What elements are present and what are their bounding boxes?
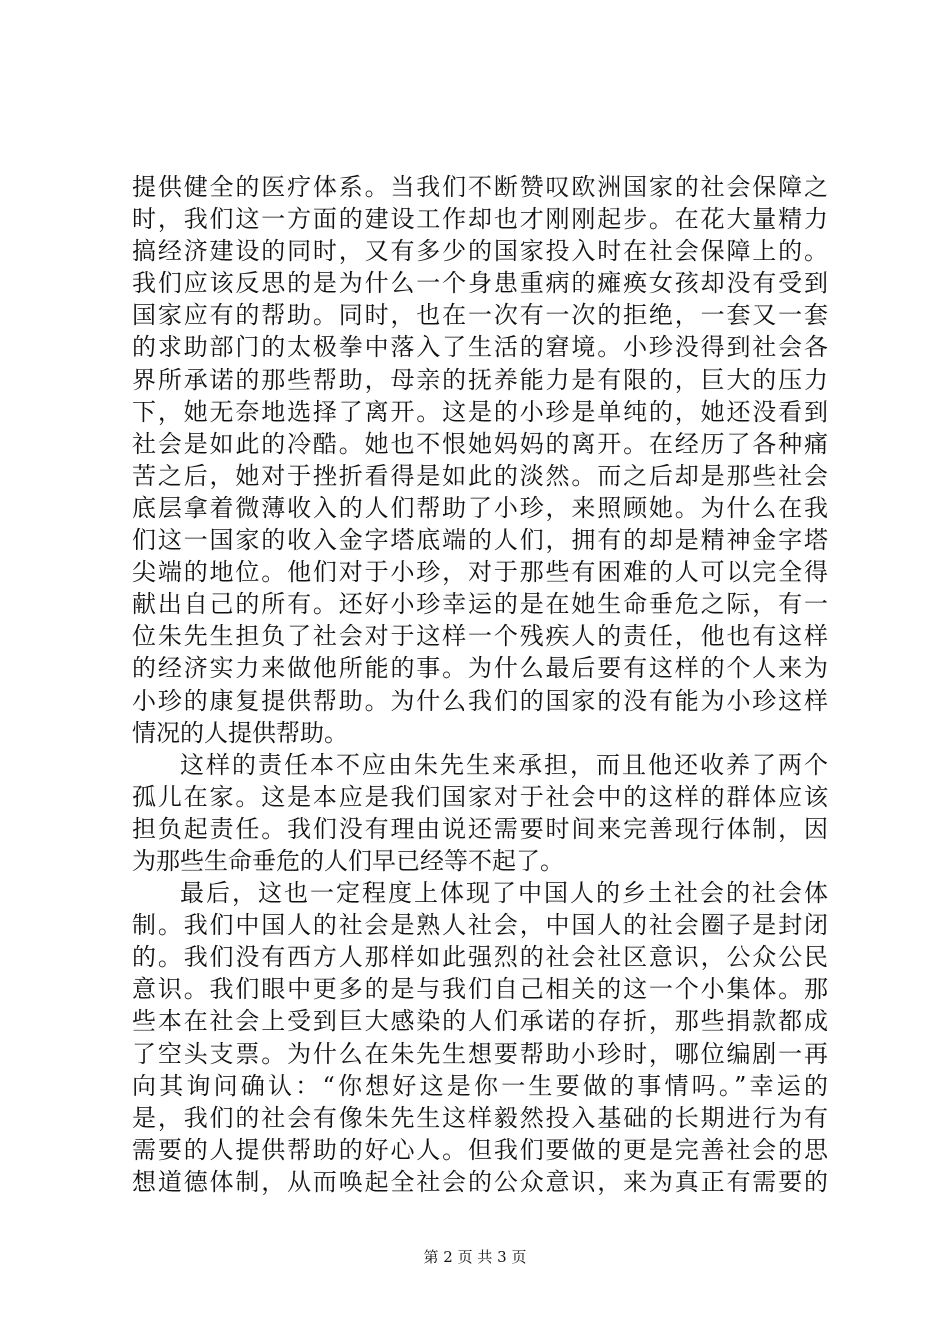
text-line: 下，她无奈地选择了离开。这是的小珍是单纯的，她还没看到 (132, 397, 828, 426)
text-line: 向其询问确认：“你想好这是你一生要做的事情吗。”幸运的 (132, 1071, 828, 1100)
text-line: 需要的人提供帮助的好心人。但我们要做的更是完善社会的思 (132, 1135, 828, 1164)
text-line: 的求助部门的太极拳中落入了生活的窘境。小珍没得到社会各 (132, 333, 828, 362)
document-body (132, 171, 828, 1198)
text-line: 的经济实力来做他所能的事。为什么最后要有这样的个人来为 (132, 654, 828, 683)
text-line: 我们应该反思的是为什么一个身患重病的瘫痪女孩却没有受到 (132, 269, 828, 298)
text-line: 意识。我们眼中更多的是与我们自己相关的这一个小集体。那 (132, 975, 828, 1004)
text-line: 界所承诺的那些帮助，母亲的抚养能力是有限的，巨大的压力 (132, 365, 828, 394)
text-line: 最后，这也一定程度上体现了中国人的乡土社会的社会体 (180, 879, 828, 908)
text-line: 的。我们没有西方人那样如此强烈的社会社区意识，公众公民 (132, 943, 828, 972)
text-line: 苦之后，她对于挫折看得是如此的淡然。而之后却是那些社会 (132, 461, 828, 490)
text-line: 搞经济建设的同时，又有多少的国家投入时在社会保障上的。 (132, 237, 828, 266)
text-line: 底层拿着微薄收入的人们帮助了小珍，来照顾她。为什么在我 (132, 493, 828, 522)
text-line: 想道德体制，从而唤起全社会的公众意识，来为真正有需要的 (132, 1167, 828, 1196)
text-line: 担负起责任。我们没有理由说还需要时间来完善现行体制，因 (132, 814, 828, 843)
text-line: 提供健全的医疗体系。当我们不断赞叹欧洲国家的社会保障之 (132, 173, 828, 201)
text-line: 国家应有的帮助。同时，也在一次有一次的拒绝，一套又一套 (132, 301, 828, 330)
text-line: 尖端的地位。他们对于小珍，对于那些有困难的人可以完全得 (132, 558, 828, 587)
text-line: 些本在社会上受到巨大感染的人们承诺的存折，那些捐款都成 (132, 1007, 828, 1036)
text-line: 社会是如此的冷酷。她也不恨她妈妈的离开。在经历了各种痛 (132, 429, 828, 458)
text-line: 小珍的康复提供帮助。为什么我们的国家的没有能为小珍这样 (132, 686, 828, 715)
text-line: 孤儿在家。这是本应是我们国家对于社会中的这样的群体应该 (132, 782, 828, 811)
text-line: 这样的责任本不应由朱先生来承担，而且他还收养了两个 (180, 750, 828, 779)
text-line: 位朱先生担负了社会对于这样一个残疾人的责任，他也有这样 (132, 622, 828, 651)
page-footer: 第 2 页 共 3 页 (423, 1248, 527, 1266)
text-line: 了空头支票。为什么在朱先生想要帮助小珍时，哪位编剧一再 (132, 1039, 828, 1068)
text-line: 们这一国家的收入金字塔底端的人们，拥有的却是精神金字塔 (132, 526, 828, 555)
text-line: 情况的人提供帮助。 (132, 718, 348, 747)
text-line: 献出自己的所有。还好小珍幸运的是在她生命垂危之际，有一 (132, 590, 828, 619)
text-line: 时，我们这一方面的建设工作却也才刚刚起步。在花大量精力 (132, 205, 828, 234)
text-line: 是，我们的社会有像朱先生这样毅然投入基础的长期进行为有 (132, 1103, 828, 1132)
text-line: 制。我们中国人的社会是熟人社会，中国人的社会圈子是封闭 (132, 911, 828, 940)
text-line: 为那些生命垂危的人们早已经等不起了。 (132, 846, 564, 875)
